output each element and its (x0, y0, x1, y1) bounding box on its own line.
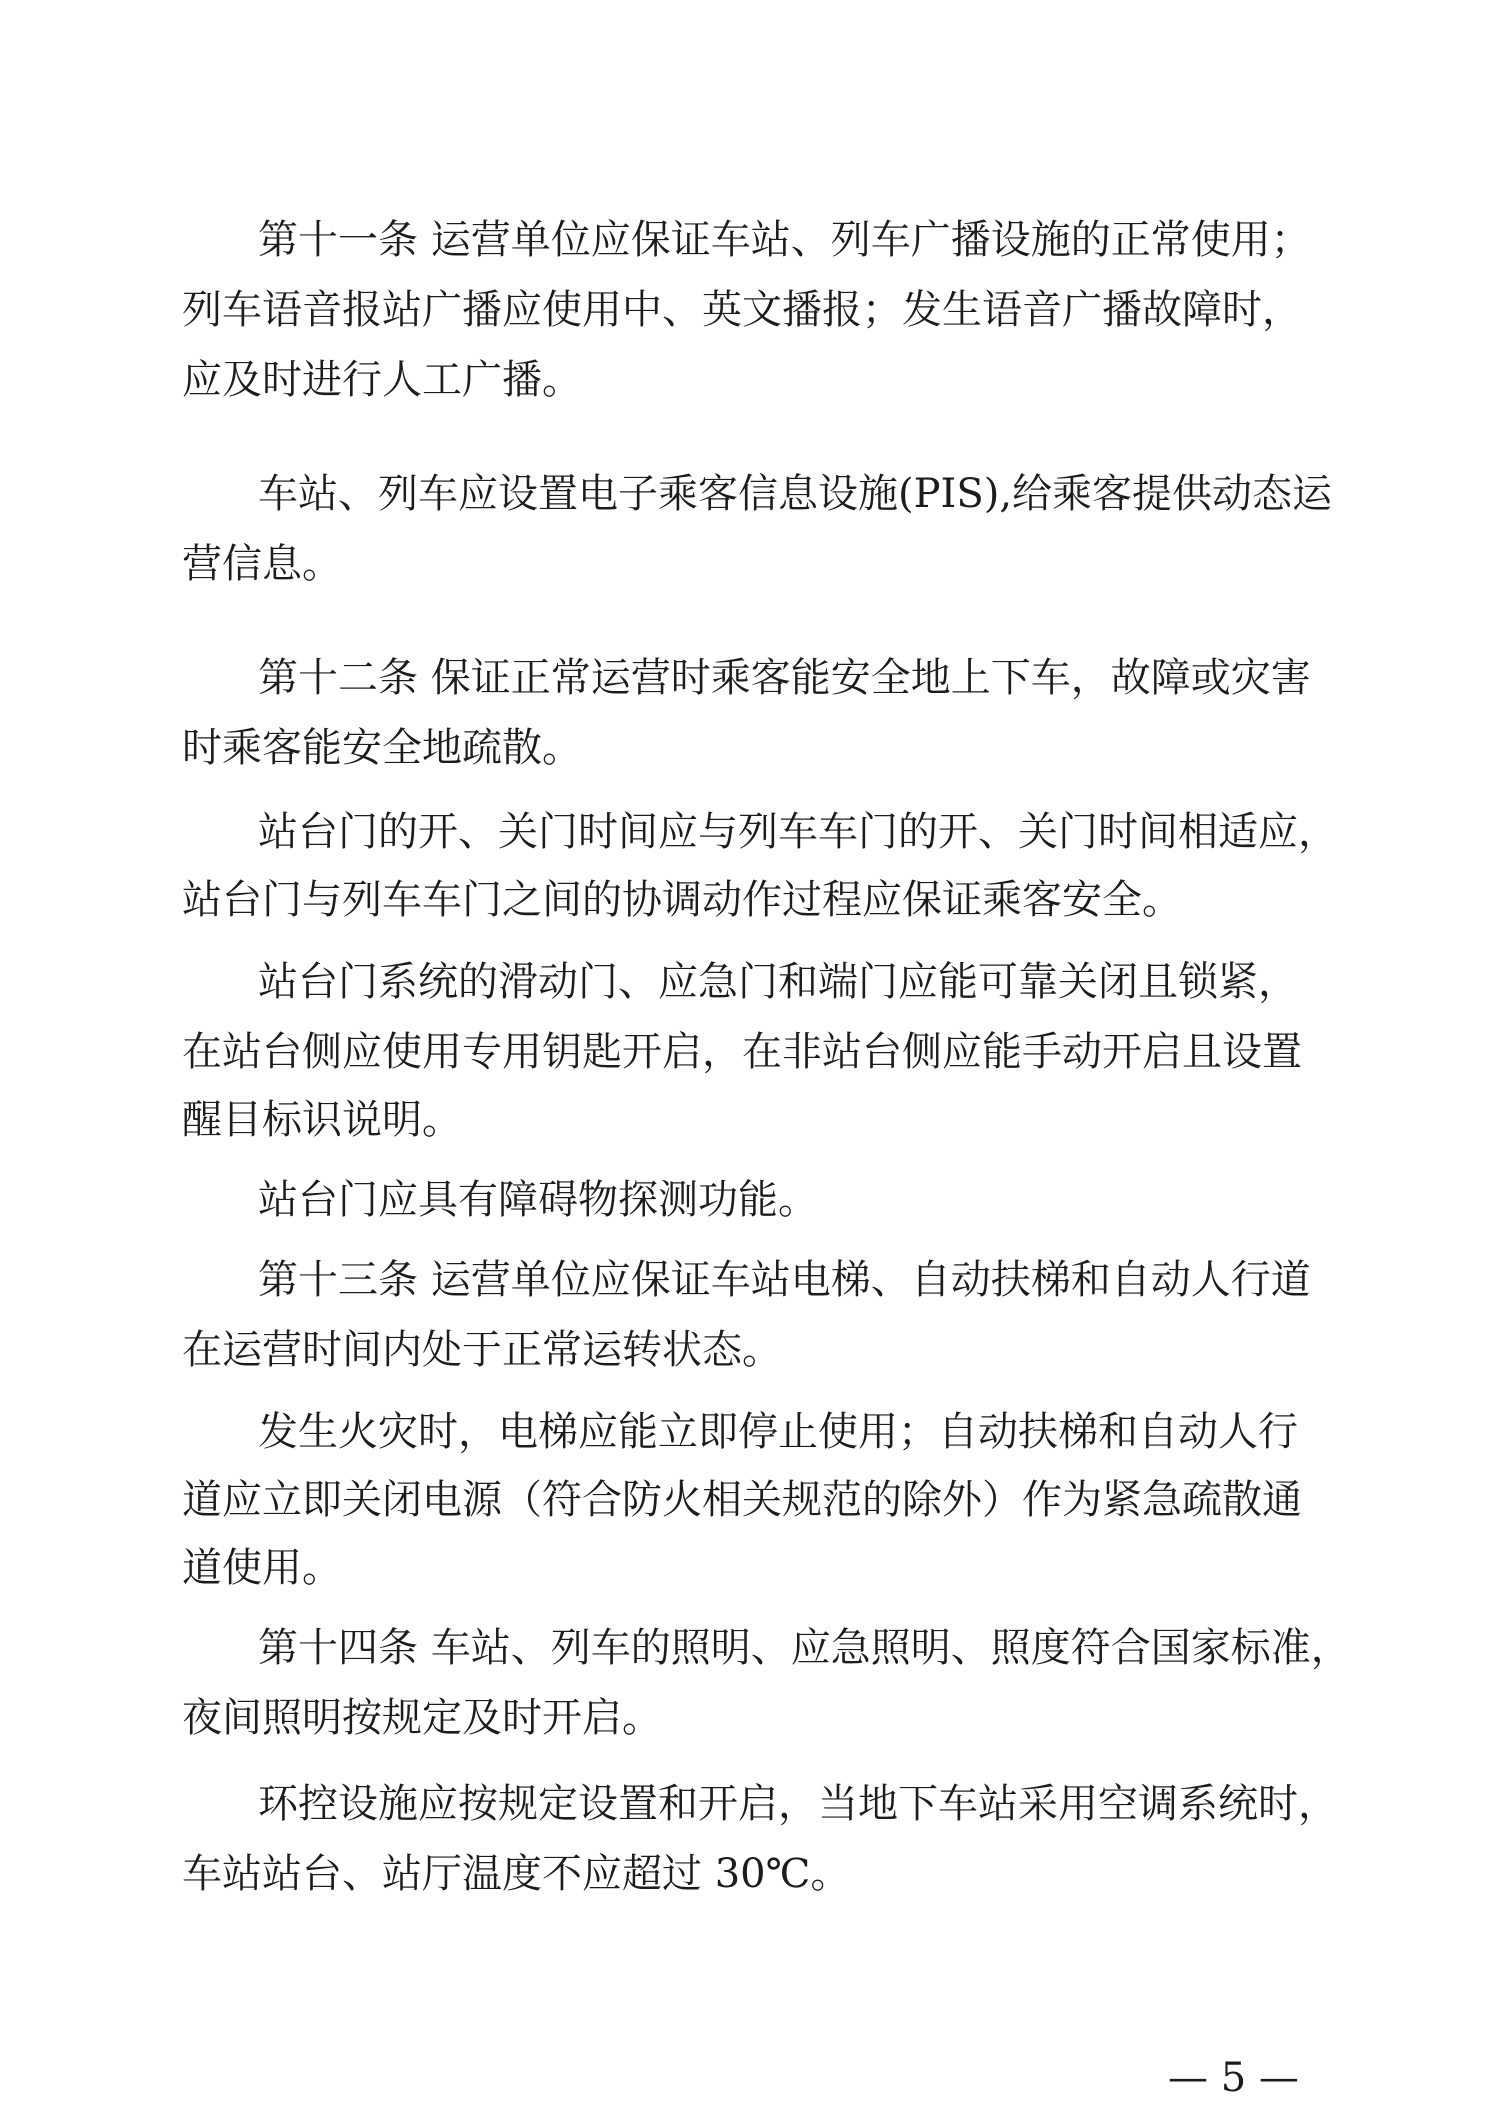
paragraph-8-line-1 (0, 1404, 1488, 1460)
text-line: 环控设施应按规定设置和开启，当地下车站采用空调系统时， (258, 1781, 1338, 1827)
paragraph-6-line-1 (0, 1172, 1488, 1228)
text-line: 时乘客能安全地疏散。 (182, 725, 582, 771)
text-line: 营信息。 (182, 541, 342, 587)
text-line: 站台门系统的滑动门、应急门和端门应能可靠关闭且锁紧， (258, 959, 1298, 1005)
paragraph-1-line-2 (0, 282, 1488, 338)
paragraph-7-line-1 (0, 1252, 1488, 1308)
text-line: 车站站台、站厅温度不应超过 30℃。 (182, 1851, 851, 1897)
paragraph-7-line-2 (0, 1322, 1488, 1378)
text-line: 夜间照明按规定及时开启。 (182, 1695, 662, 1741)
text-line: 应及时进行人工广播。 (182, 357, 582, 403)
paragraph-1-line-3 (0, 352, 1488, 408)
text-line: 醒目标识说明。 (182, 1097, 462, 1143)
text-line: 第十二条 保证正常运营时乘客能安全地上下车，故障或灾害 (258, 655, 1311, 701)
text-line: 道使用。 (182, 1545, 342, 1591)
paragraph-5-line-1 (0, 954, 1488, 1010)
paragraph-4-line-1 (0, 804, 1488, 860)
paragraph-10-line-2 (0, 1846, 1488, 1902)
text-line: 站台门与列车车门之间的协调动作过程应保证乘客安全。 (182, 877, 1182, 923)
paragraph-3-line-2 (0, 720, 1488, 776)
paragraph-4-line-2 (0, 872, 1488, 928)
paragraph-5-line-3 (0, 1092, 1488, 1148)
paragraph-9-line-2 (0, 1690, 1488, 1746)
text-line: 第十三条 运营单位应保证车站电梯、自动扶梯和自动人行道 (258, 1257, 1311, 1303)
text-line: 第十一条 运营单位应保证车站、列车广播设施的正常使用； (258, 217, 1311, 263)
paragraph-9-line-1 (0, 1620, 1488, 1676)
paragraph-8-line-3 (0, 1540, 1488, 1596)
text-line: 站台门应具有障碍物探测功能。 (258, 1177, 818, 1223)
paragraph-3-line-1 (0, 650, 1488, 706)
paragraph-5-line-2 (0, 1024, 1488, 1080)
text-line: 站台门的开、关门时间应与列车车门的开、关门时间相适应， (258, 809, 1338, 855)
paragraph-2-line-1 (0, 466, 1488, 522)
text-line: 在站台侧应使用专用钥匙开启，在非站台侧应能手动开启且设置 (182, 1029, 1302, 1075)
text-line: 道应立即关闭电源（符合防火相关规范的除外）作为紧急疏散通 (182, 1477, 1302, 1523)
text-line: 发生火灾时，电梯应能立即停止使用；自动扶梯和自动人行 (258, 1409, 1298, 1455)
page-number: — 5 — (1168, 2055, 1299, 2101)
text-line: 列车语音报站广播应使用中、英文播报；发生语音广播故障时， (182, 287, 1302, 333)
paragraph-8-line-2 (0, 1472, 1488, 1528)
paragraph-10-line-1 (0, 1776, 1488, 1832)
paragraph-2-line-2 (0, 536, 1488, 592)
text-line: 第十四条 车站、列车的照明、应急照明、照度符合国家标准， (258, 1625, 1351, 1671)
text-line: 车站、列车应设置电子乘客信息设施(PIS),给乘客提供动态运 (258, 471, 1333, 517)
text-line: 在运营时间内处于正常运转状态。 (182, 1327, 782, 1373)
paragraph-1-line-1 (0, 212, 1488, 268)
